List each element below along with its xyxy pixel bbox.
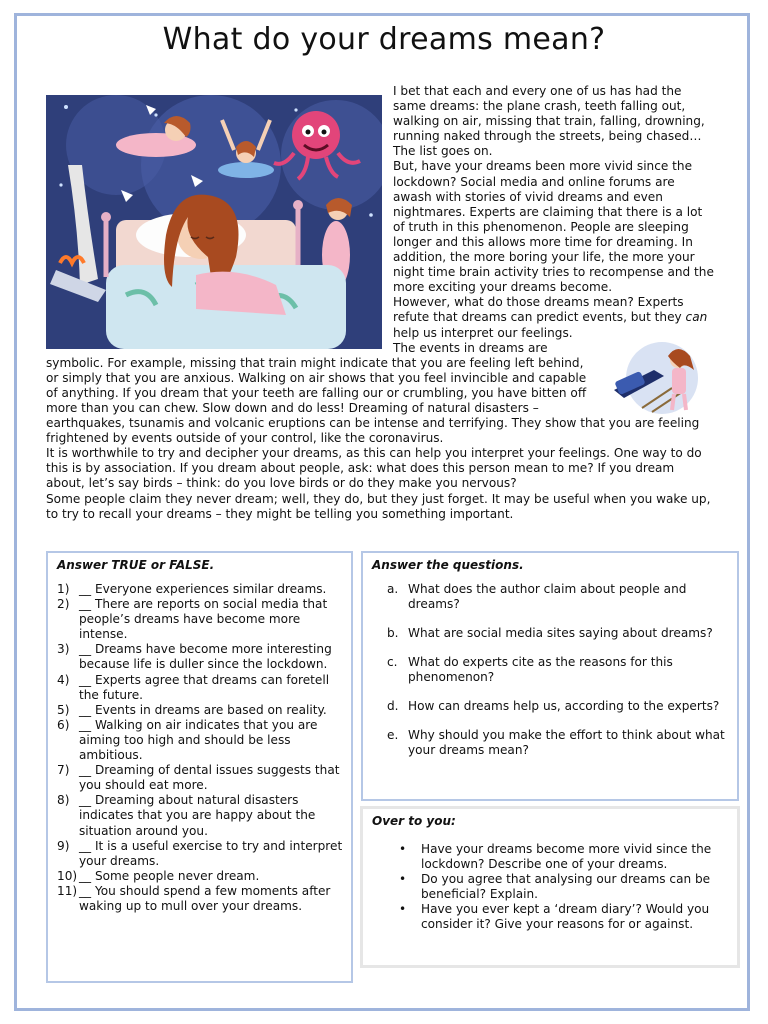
- true-false-list: [48, 582, 351, 914]
- over-to-you-list: [363, 842, 737, 933]
- over-to-you-box: [360, 806, 740, 968]
- paragraph-3-lead: However, what do those dreams mean? Experts refute that dreams can predict events, but they: [393, 295, 686, 325]
- article-paragraph-2: But, have your dreams been more vivid since the lockdown? Social media and online forums are awash with stories of vivid dreams and even nightmares. Experts are claiming that there is a lot of truth in this phenomenon. People are sleeping longer and this allows more time for dreaming. In addition, the more boring your life, the more your night time brain activity tries to recompense and the more exciting your dreams become.: [393, 159, 714, 295]
- article: [46, 84, 716, 522]
- list-item: 4) __ Experts agree that dreams can foretell the future.: [57, 672, 330, 702]
- sleeping-woman-illustration: [46, 95, 382, 349]
- true-false-heading: Answer TRUE or FALSE.: [57, 558, 215, 572]
- true-false-box: [46, 551, 353, 983]
- list-item: • Do you agree that analysing our dreams can be beneficial? Explain.: [399, 872, 711, 902]
- paragraph-3-rest: help us interpret our feelings. The events in dreams are symbolic. For example, missing that train might indicate that you are feeling left behind, or simply that you are anxious. Walking on air shows that you feel invincible and capable of anything. If you dream that your teeth are falling our or crumbling, you have bitten off more than you can chew. Slow down and do less! Dreaming of natural disasters – earthquakes, tsunamis and volcanic eruptions can be intense and terrifying. They show that you are feeling frightened by events outside of your control, like the coronavirus.: [46, 325, 700, 446]
- questions-heading: Answer the questions.: [372, 558, 524, 572]
- emphasis-can: can: [685, 310, 708, 325]
- list-item: 1) __ Everyone experiences similar dreams.: [57, 582, 327, 596]
- bullet-icon: •: [399, 872, 407, 887]
- list-item: 9) __ It is a useful exercise to try and interpret your dreams.: [57, 838, 343, 868]
- list-item: 6) __ Walking on air indicates that you are aiming too high and should be less ambitious.: [57, 717, 318, 763]
- list-item: 11) __ You should spend a few moments after waking up to mull over your dreams.: [57, 883, 331, 913]
- questions-box: [361, 551, 739, 801]
- list-item: • Have your dreams become more vivid since the lockdown? Describe one of your dreams.: [399, 842, 712, 872]
- list-item: e. Why should you make the effort to think about what your dreams mean?: [387, 727, 725, 757]
- list-item: 10) __ Some people never dream.: [57, 868, 260, 883]
- article-paragraph-1: I bet that each and every one of us has had the same dreams: the plane crash, teeth falling out, walking on air, missing that train, falling, drowning, running naked through the streets, being chased…The list goes on.: [393, 84, 705, 159]
- bullet-icon: •: [399, 842, 407, 856]
- questions-list: [363, 582, 737, 758]
- dream-illustration: [46, 95, 382, 349]
- article-paragraph-4: It is worthwhile to try and decipher your dreams, as this can help you interpret your feelings. One way to do this is by association. If you dream about people, ask: what does this person mean to me? If you dream about, let’s say birds – think: do you love birds or do they make you nervous?: [46, 446, 702, 491]
- bullet-icon: •: [399, 902, 407, 917]
- list-item: d. How can dreams help us, according to the experts?: [387, 698, 720, 713]
- list-item: 3) __ Dreams have become more interesting because life is duller since the lockdown.: [57, 642, 332, 672]
- over-to-you-heading: Over to you:: [372, 814, 456, 828]
- list-item: b. What are social media sites saying about dreams?: [387, 625, 713, 640]
- train-illustration: [612, 338, 712, 414]
- page-title: What do your dreams mean?: [162, 22, 606, 57]
- list-item: 2) __ There are reports on social media that people’s dreams have become more intense.: [57, 597, 328, 642]
- list-item: 7) __ Dreaming of dental issues suggests that you should eat more.: [57, 763, 340, 793]
- list-item: 5) __ Events in dreams are based on reality.: [57, 702, 327, 717]
- list-item: • Have you ever kept a ‘dream diary’? Would you consider it? Give your reasons for or against.: [399, 902, 710, 932]
- list-item: c. What do experts cite as the reasons for this phenomenon?: [387, 654, 673, 684]
- list-item: 8) __ Dreaming about natural disasters indicates that you are happy about the situation around you.: [57, 793, 316, 838]
- article-paragraph-5: Some people claim they never dream; well, they do, but they just forget. It may be useful when you wake up, to try to recall your dreams – they might be telling you something important.: [46, 491, 711, 521]
- missed-train-illustration: [612, 338, 712, 414]
- list-item: a. What does the author claim about people and dreams?: [387, 582, 687, 612]
